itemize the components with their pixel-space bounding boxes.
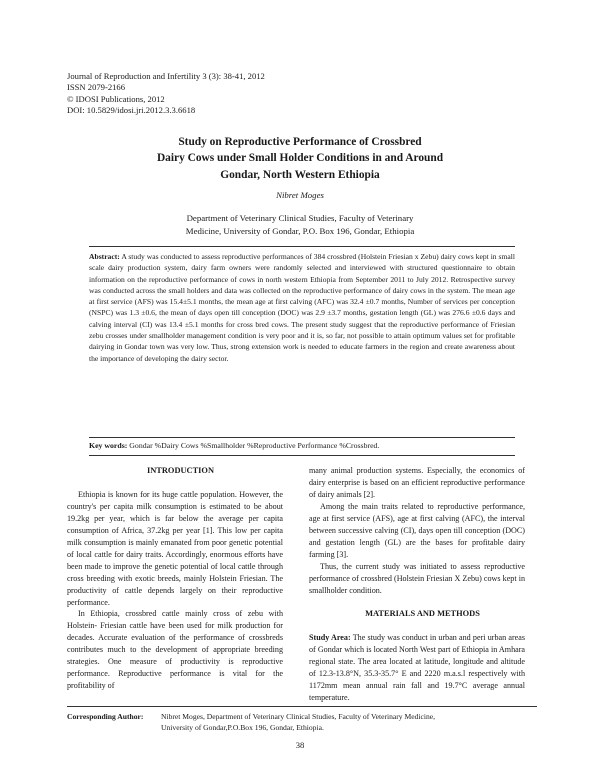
intro-paragraph: many animal production systems. Especially, the economics of dairy enterprise is based on an efficient reproductive performance of dairy animals [2].	[309, 466, 525, 499]
journal-copyright: © IDOSI Publications, 2012	[67, 93, 165, 104]
journal-citation: Journal of Reproduction and Infertility 3 (3): 38-41, 2012	[67, 71, 265, 81]
journal-meta	[67, 71, 265, 116]
section-heading-introduction: INTRODUCTION	[146, 466, 214, 475]
abstract-top-rule	[89, 246, 515, 247]
affiliation	[90, 212, 510, 239]
title-line: Dairy Cows under Small Holder Conditions in and Around	[156, 152, 444, 165]
study-area-label: Study Area:	[309, 633, 351, 643]
keywords-top-rule	[89, 437, 515, 438]
affiliation-line: Medicine, University of Gondar, P.O. Box 196, Gondar, Ethiopia	[185, 226, 415, 237]
keywords-text: Gondar %Dairy Cows %Smallholder %Reproductive Performance %Crossbred.	[129, 441, 380, 450]
corresponding-author-details	[161, 711, 537, 733]
paper-title	[60, 134, 540, 183]
title-line: Gondar, North Western Ethiopia	[220, 168, 380, 181]
abstract-text: A study was conducted to assess reproductive performances of 384 crossbred (Holstein Friesian x Zebu) dairy cows kept in small scale dairy production system, dairy farm owners were randomly selected and interviewed with structured questionnaire to obtain information on the reproductive performance of cows in north western Ethiopia from September 2011 to July 2012. Retrospective survey was conducted across the small holders and data was collected on the reproductive performance of dairy cows in the system. The mean age at first service (AFS) was 15.4±5.1 months, the mean age at first calving (AFC) was 32.4 ±0.7 months, Number of services per conception (NSPC) was 1.3 ±0.6, the mean of days open till conception (DOC) was 2.9 ±3.7 months, gestation length (GL) was 276.6 ±0.6 days and calving interval (CI) was 13.4 ±5.1 months for cross bred cows. The present study suggest that the reproductive performance of Friesian zebu crosses under smallholder management condition is very poor and it is, so far, not possible to attain optimum values set for profitable dairying in Gondar town was very low. Thus, strong extension work is needed to educate farmers in the region and create awareness about the importance of developing the dairy sector.	[89, 252, 515, 363]
abstract	[89, 251, 515, 364]
corresponding-author-label: Corresponding Author:	[67, 712, 144, 721]
section-heading-methods: MATERIALS AND METHODS	[365, 609, 480, 619]
intro-paragraph: In Ethiopia, crossbred cattle mainly cross of zebu with Holstein- Friesian cattle have been used for milk production for decades. Accurate evaluation of the performance of crossbreds contributes much to the development of appropriate breeding strategies. One measure of productivity is reproductive performance. Reproductive performance is vital for the profitability of	[67, 609, 283, 691]
footer-line: University of Gondar,P.O.Box 196, Gondar, Ethiopia.	[161, 723, 324, 732]
intro-paragraph: Thus, the current study was initiated to assess reproductive performance of crossbred (Holstein Friesian X Zebu) cows kept in smallholder condition.	[309, 561, 525, 595]
author-name: Nibret Moges	[276, 190, 324, 200]
abstract-label: Abstract:	[89, 252, 120, 261]
title-line: Study on Reproductive Performance of Crossbred	[178, 136, 422, 148]
intro-paragraph: Among the main traits related to reproductive performance, age at first service (AFS), age at first calving (AFC), the interval between successive calving (CI), days open till conception (DOC) and gestation length (GL) are the bases for profitable dairy farming [3].	[309, 501, 525, 559]
page-number: 38	[295, 740, 305, 750]
keywords	[89, 441, 515, 450]
intro-paragraph: Ethiopia is known for its huge cattle population. However, the country's per capita milk consumption is estimated to be about 19.2kg per year, which is far below the average per capita consumption of Africa, 37.2kg per year [1]. This low per capita milk consumption is mainly emanated from poor genetic potential of local cattle for dairy traits. Accordingly, enormous efforts have been made to improve the genetic potential of local cattle through cross breeding with exotic breeds, mainly Holstein Friesian. The productivity of cattle depends largely on their reproductive performance.	[67, 489, 283, 607]
right-column	[309, 465, 525, 704]
keywords-label: Key words:	[89, 441, 128, 450]
study-area-text: The study was conduct in urban and peri urban areas of Gondar which is located North West part of Ethiopia in Amhara regional state. The area located at latitude, longitude and altitude of 12.3-13.8°N, 35.3-35.7° E and 2220 m.a.s.l respectively with 1172mm mean annual rain fall and 19.7°C average annual temperature.	[309, 633, 525, 703]
journal-issn: ISSN 2079-2166	[67, 82, 126, 93]
study-area-paragraph	[309, 632, 525, 704]
footer-line: Nibret Moges, Department of Veterinary Clinical Studies, Faculty of Veterinary Medicine,	[161, 712, 436, 721]
footer-rule	[67, 706, 537, 707]
left-column	[67, 465, 283, 692]
journal-doi: DOI: 10.5829/idosi.jri.2012.3.3.6618	[67, 104, 196, 115]
keywords-bottom-rule	[89, 455, 515, 456]
affiliation-line: Department of Veterinary Clinical Studies, Faculty of Veterinary	[186, 213, 414, 223]
